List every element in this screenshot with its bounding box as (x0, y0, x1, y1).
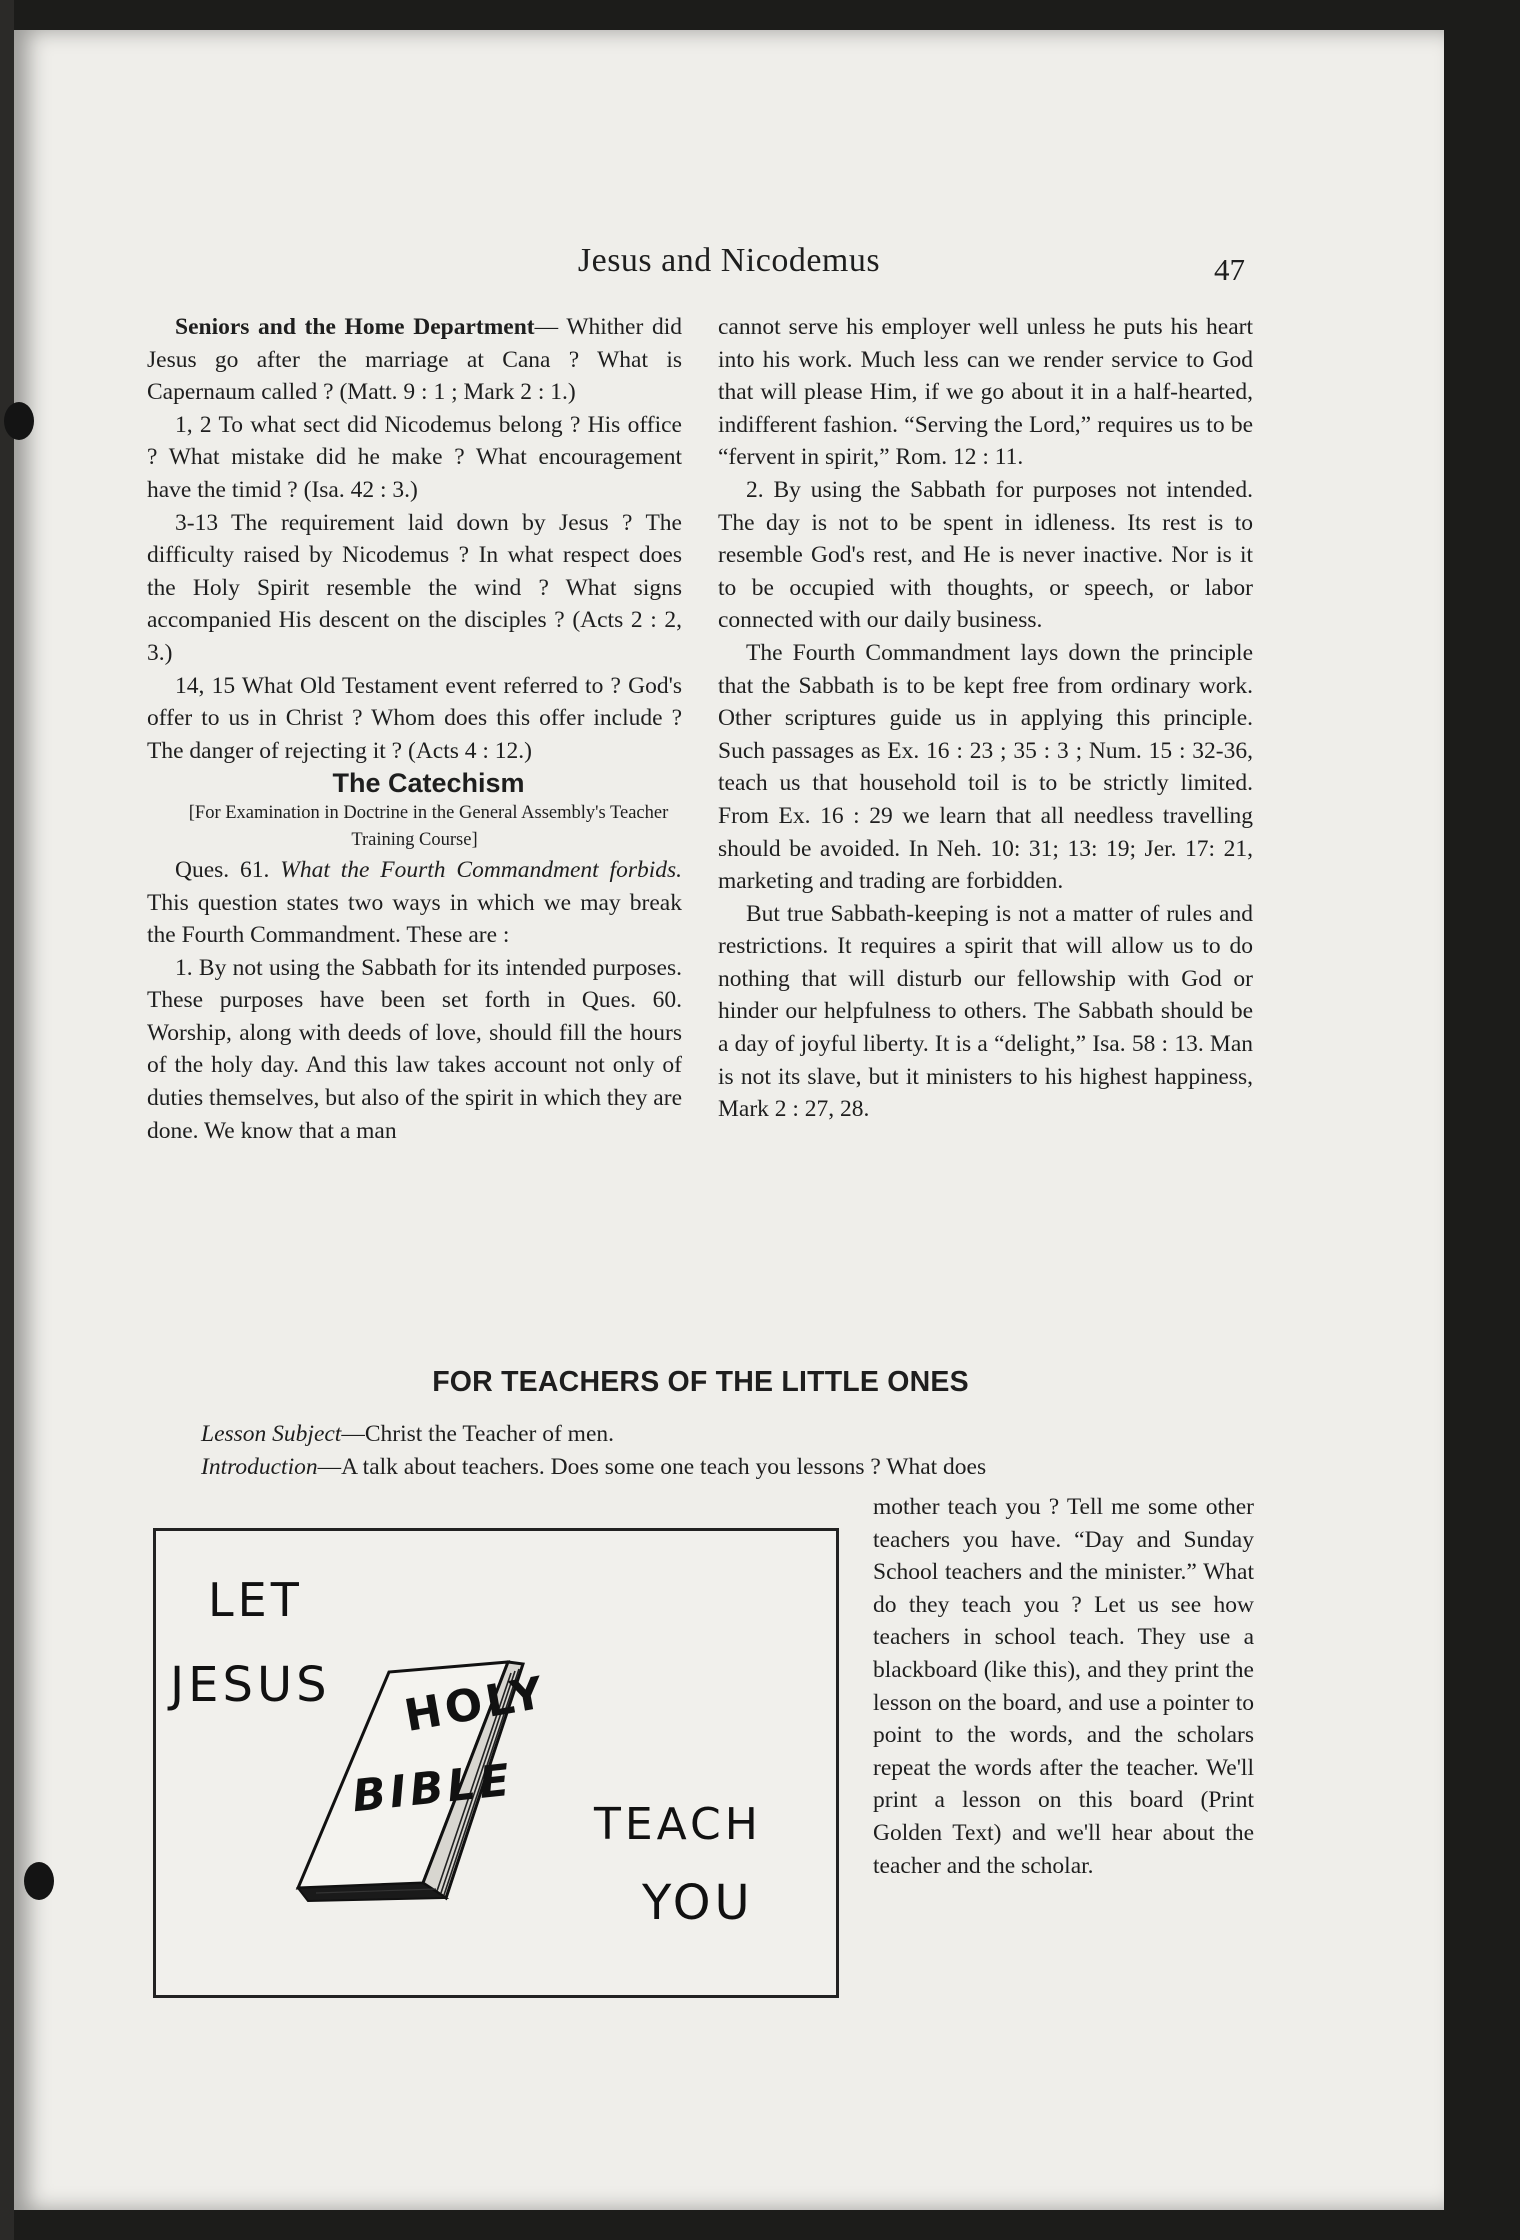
binding-edge (0, 0, 14, 2240)
lesson-intro (147, 1418, 1254, 1483)
introduction-text: —A talk about teachers. Does some one teach you lessons ? What does (317, 1453, 987, 1480)
lesson-subject-label: Lesson Subject (201, 1421, 342, 1447)
questions-14-15: 14, 15 What Old Testament event referred to ? God's offer to us in Christ ? Whom does this offer include ? The danger of rejecting it ? (Acts 4 : 12.) (147, 672, 682, 764)
lesson-subject-text: —Christ the Teacher of men. (341, 1421, 615, 1447)
page-number: 47 (1214, 252, 1245, 287)
questions-3-13: 3-13 The requirement laid down by Jesus ? The difficulty raised by Nicodemus ? In what respect does the Holy Spirit resemble the wind ? What signs accompanied His descent on the disciples ? (Acts 2 : 2, 3.) (147, 509, 682, 666)
continuation-paragraph: cannot serve his employer well unless he puts his heart into his work. Much less can we render service to God that will please Him, if we go about it in a half-hearted, indifferent fashion. “Serving the Lord,” requires us to be “fervent in spirit,” Rom. 12 : 11. (718, 314, 1253, 471)
right-column (718, 311, 1253, 1126)
lesson-subject (147, 1418, 1254, 1451)
blackboard-illustration (153, 1528, 839, 1998)
point-2: 2. By using the Sabbath for purposes not intended. The day is not to be spent in idleness. Its rest is to resemble God's rest, and He is never inactive. Nor is it to be occupied with thoughts, or speech, or labor connected with our daily business. (718, 476, 1253, 634)
board-word-jesus: JESUS (170, 1657, 331, 1713)
seniors-paragraph (147, 311, 682, 409)
fourth-commandment-paragraph: The Fourth Commandment lays down the principle that the Sabbath is to be kept free from ordinary work. Other scriptures guide us in applying this principle. Such passages as Ex. 16 : 23 ; 35 : 3 ; Num. 15 : 32-36, teach us that household toil is to be strictly limited. From Ex. 16 : 29 we learn that all needless travelling should be avoided. In Neh. 10: 31; 13: 19; Jer. 17: 21, marketing and trading are forbidden. (718, 639, 1253, 895)
left-column (147, 311, 682, 1147)
true-sabbath-paragraph: But true Sabbath-keeping is not a matter of rules and restrictions. It requires a spirit that will allow us to do nothing that will disturb our fellowship with God or hinder our helpfulness to others. The Sabbath should be a day of joyful liberty. It is a “delight,” Isa. 58 : 13. Man is not its slave, but it ministers to his highest happiness, Mark 2 : 27, 28. (718, 900, 1253, 1123)
catechism-note: [For Examination in Doctrine in the General Assembly's Teacher Training Course] (188, 802, 669, 850)
punch-hole-bottom (24, 1862, 54, 1900)
board-word-teach: TEACH (594, 1799, 762, 1850)
point-1: 1. By not using the Sabbath for its intended purposes. These purposes have been set forth in Ques. 60. Worship, along with deeds of love, should fill the hours of the holy day. And this law takes account not only of duties themselves, but also of the spirit in which they are done. We know that a man (147, 954, 682, 1144)
book-title-holy: HOLY (400, 1666, 551, 1743)
board-word-let: LET (208, 1573, 303, 1627)
questions-1-2: 1, 2 To what sect did Nicodemus belong ? His office ? What mistake did he make ? What encouragement have the timid ? (Isa. 42 : 3.) (147, 411, 682, 503)
introduction-line (147, 1451, 1254, 1484)
question-title: What the Fourth Commandment forbids. (280, 856, 683, 883)
book-title-bible: BIBLE (349, 1754, 516, 1823)
wrapped-text-column (873, 1491, 1254, 1882)
introduction-label: Introduction (201, 1453, 318, 1480)
question-label: Ques. 61. (175, 856, 270, 883)
seniors-text: — Whither did Jesus go after the marriage at Cana ? What is Capernaum called ? (Matt. 9 : 1 ; Mark 2 : 1.) (147, 314, 682, 406)
punch-hole-top (4, 402, 34, 440)
running-head: Jesus and Nicodemus (577, 242, 881, 279)
board-word-you: YOU (642, 1875, 754, 1931)
wrapped-paragraph: mother teach you ? Tell me some other teachers you have. “Day and Sunday School teachers and the minister.” What do they teach you ? Let us see how teachers in school teach. They use a blackboard (like this), and they print the lesson on the board, and use a pointer to point to the words, and the scholars repeat the words after the teacher. We'll print a lesson on this board (Print Golden Text) and we'll hear about the teacher and the scholar. (873, 1494, 1254, 1879)
seniors-lead: Seniors and the Home Department (175, 314, 535, 340)
question-61 (147, 854, 682, 952)
question-text: This question states two ways in which we may break the Fourth Commandment. These are : (147, 889, 682, 949)
catechism-heading: The Catechism (332, 768, 525, 799)
book-page (14, 30, 1444, 2210)
little-ones-heading: FOR TEACHERS OF THE LITTLE ONES (432, 1366, 969, 1398)
